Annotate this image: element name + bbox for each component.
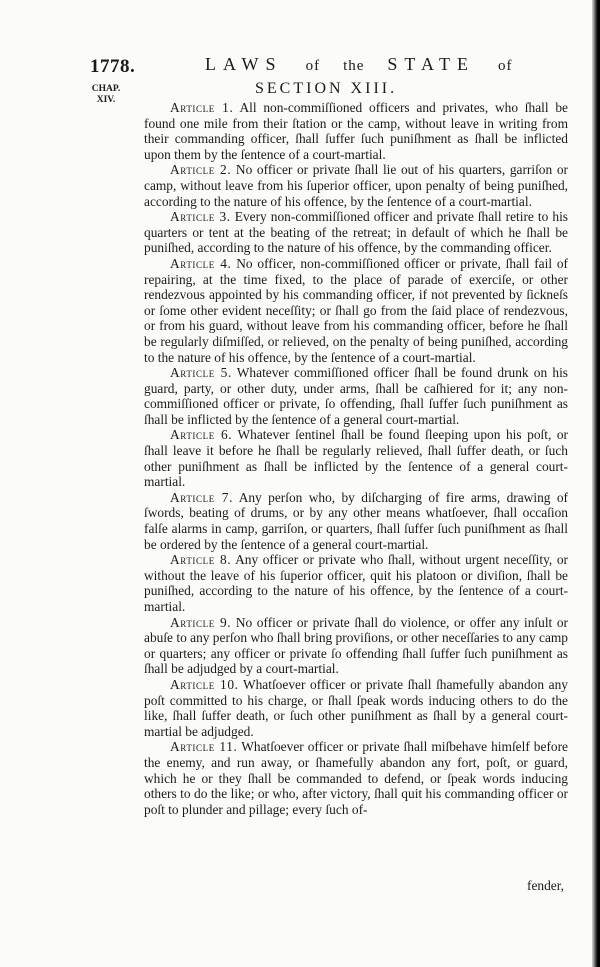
article-text: Every non-commiſſioned officer and private ſhall retire to his quarters or tent at the beating of the retreat; in default of which he ſhall be puniſhed, according to the nature of his offence, by the commanding officer. bbox=[144, 209, 568, 256]
article-label: Article 2. bbox=[170, 162, 232, 178]
article-11 bbox=[144, 739, 568, 817]
article-label: Article 4. bbox=[170, 255, 232, 271]
article-text: No officer or private ſhall lie out of his quarters, garriſon or camp, without leave from his ſuperior officer, upon penalty of being puniſhed, according to the nature of his offence, by the ſentence of a court-martial. bbox=[144, 162, 568, 209]
article-text: Any officer or private who ſhall, without urgent neceſſity, or without the leave of his ſuperior officer, quit his platoon or diviſion, ſhall be puniſhed, according to the nature of his offence, by the ſentence of a court-martial. bbox=[144, 552, 568, 614]
article-text: All non-commiſſioned officers and privates, who ſhall be found one mile from their ſtation or the camp, without leave in writing from their commanding officer, ſhall ſuffer ſuch puniſhment as ſhall be inflicted upon them by the ſentence of a court-martial. bbox=[144, 100, 568, 162]
article-label: Article 1. bbox=[170, 100, 234, 115]
article-label: Article 3. bbox=[170, 209, 231, 225]
chap-label: CHAP. bbox=[91, 84, 121, 94]
article-label: Article 10. bbox=[170, 676, 239, 692]
article-text: Whatſoever officer or private ſhall miſbehave himſelf before the enemy, and run away, or ſhamefully abandon any fort, poſt, or guard, which he or they ſhall be commanded to defend, or ſpeak words inducing others to do the like; or who, after victory, ſhall quit his commanding officer or poſt to plunder and pillage; every ſuch of- bbox=[144, 739, 568, 817]
article-7 bbox=[144, 490, 568, 552]
title-word-of-2: of bbox=[497, 58, 513, 74]
article-6 bbox=[144, 427, 568, 489]
article-text: Whatſoever officer or private ſhall ſhamefully abandon any poſt committed to his charge, or ſhall ſpeak words inducing others to do the like, ſhall ſuffer death, or ſuch other puniſhment as ſhall by a general court-martial be adjudged. bbox=[144, 676, 569, 739]
title-word-the: the bbox=[343, 58, 365, 74]
article-label: Article 8. bbox=[170, 552, 232, 568]
article-4 bbox=[144, 256, 568, 365]
article-text: Whatever ſentinel ſhall be found ſleeping upon his poſt, or ſhall leave it before he ſhall be regularly relieved, ſhall ſuffer death, or ſuch other puniſhment as ſhall be inflicted by the ſentence of a general court-martial. bbox=[144, 427, 568, 490]
year: 1778. bbox=[90, 56, 136, 77]
running-header bbox=[90, 54, 513, 78]
catchword: fender, bbox=[526, 878, 564, 893]
article-text: Any perſon who, by diſcharging of fire arms, drawing of ſwords, beating of drums, or by any other means whatſoever, ſhall occaſion falſe alarms in camp, garriſon, or quarters, ſhall ſuffer ſuch puniſhment as ſhall be ordered by the ſentence of a general court-martial. bbox=[144, 489, 568, 552]
article-label: Article 6. bbox=[170, 427, 233, 443]
article-3 bbox=[144, 209, 568, 256]
article-text: No officer or private ſhall do violence, or offer any inſult or abuſe to any perſon who ſhall bring proviſions, or other neceſſaries to any camp or quarters; any officer or private ſo offending ſhall ſuffer ſuch puniſhment as ſhall be adjudged by a court-martial. bbox=[144, 614, 568, 677]
running-title bbox=[205, 54, 512, 75]
title-word-state: STATE bbox=[387, 54, 475, 74]
article-label: Article 7. bbox=[170, 489, 234, 505]
title-word-of: of bbox=[305, 58, 321, 74]
article-label: Article 5. bbox=[170, 365, 232, 381]
article-text: Whatever commiſſioned officer ſhall be found drunk on his guard, party, or other duty, under arms, ſhall be caſhiered for it; any non-commiſſioned officer or private, ſo offending, ſhall ſuffer ſuch puniſhment as ſhall be inflicted by the ſentence of a general court-martial. bbox=[144, 365, 568, 427]
margin-chapter-note bbox=[88, 84, 124, 106]
article-2 bbox=[144, 162, 568, 209]
article-label: Article 11. bbox=[170, 739, 238, 755]
article-label: Article 9. bbox=[170, 614, 232, 630]
article-5 bbox=[144, 365, 568, 427]
article-1 bbox=[144, 100, 568, 162]
body-text bbox=[144, 100, 568, 817]
article-8 bbox=[144, 552, 568, 614]
article-10 bbox=[144, 677, 568, 739]
article-text: No officer, non-commiſſioned officer or private, ſhall fail of repairing, at the time fixed, to the place of parade of exerciſe, or other rendezvous appointed by his commanding officer, if not prevented by ſickneſs or ſome other evident neceſſity; or ſhall go from the ſaid place of rendezvous, or from his guard, without leave from his commanding officer, before he ſhall be regularly diſmiſſed, or relieved, on the penalty of being puniſhed, according to the nature of his offence, by the ſentence of a court-martial. bbox=[144, 255, 568, 365]
chap-number: XIV. bbox=[96, 95, 116, 105]
section-title: SECTION XIII. bbox=[255, 80, 398, 97]
article-9 bbox=[144, 615, 568, 677]
page-gutter-shadow bbox=[592, 0, 600, 967]
title-word-laws: LAWS bbox=[205, 54, 283, 74]
